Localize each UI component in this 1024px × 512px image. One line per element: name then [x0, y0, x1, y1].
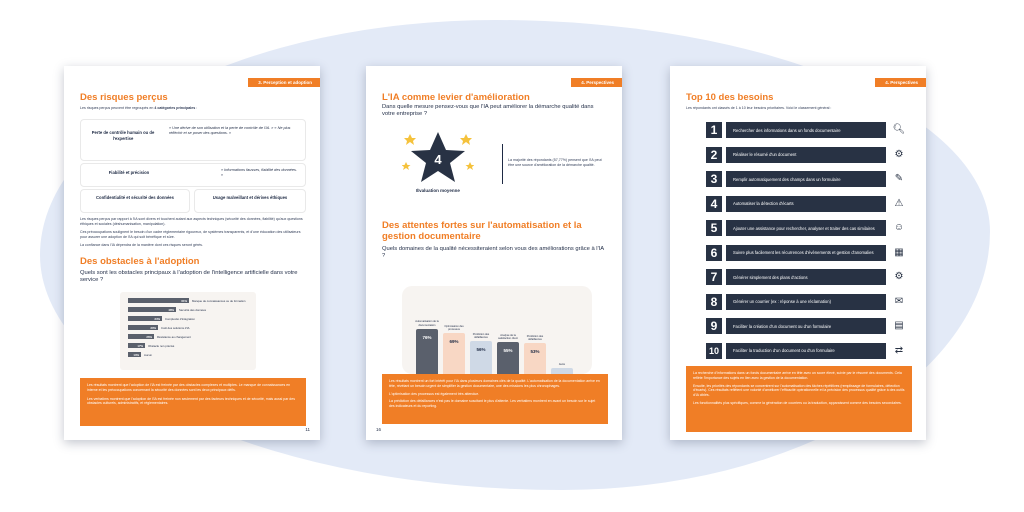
summary-text: L'optimisation des processus est également très attendue.	[389, 391, 480, 396]
bar-obstacle-3: 34%	[128, 316, 162, 321]
page-title: L'IA comme levier d'amélioration	[382, 92, 530, 103]
bar-obstacle-5: 26%	[128, 334, 154, 339]
need-icon: ✎︎	[894, 173, 904, 184]
rating-star	[402, 128, 474, 198]
summary-text: Les résultats montrent un fort intérêt pour l'IA dans plusieurs domaines clés de la qualité. L'automatisation de la documentation arrive en tête, révélant un besoin urgent de simplifier la gestion documentaire, une des missions les plus chronophages.	[389, 379, 600, 388]
bar-obstacle-2: 48%	[128, 307, 176, 312]
need-icon: ⚠︎	[894, 197, 904, 209]
need-icon: ⇄	[894, 344, 904, 356]
chart-category-label: Optimisation des processus	[444, 324, 464, 332]
bar-obstacle-6: 17%	[128, 343, 145, 348]
bar-label: Obstacle non précisé	[148, 344, 175, 348]
chart-data-label: 69%	[449, 339, 459, 345]
intro-text: Les risques perçus peuvent être regroupés en 4 catégories principales :	[80, 106, 198, 110]
chart-category-label: Prédiction des défaillances	[472, 332, 490, 340]
risk-label: Usage malveillant et dérives éthiques	[212, 195, 288, 200]
obstacles-chart	[120, 292, 256, 370]
paragraph: La confiance dans l'IA dépendra de la manière dont ces risques seront gérés.	[80, 243, 203, 247]
bar-label: Complexité d'intégration	[165, 317, 195, 321]
risk-card-2	[80, 163, 306, 187]
bar-label: Sécurité des données	[179, 308, 207, 312]
rank-number: 1	[706, 122, 722, 138]
chart-category-label: Prédiction des défaillances	[526, 334, 544, 341]
rank-number: 4	[706, 196, 722, 212]
summary-text: Les résultats montrent que l'adoption de l'IA est freinée par des obstacles complexes et multiples. Le manque de connaissances en interne et les préoccupations concernant la sécurité des données sont les deux principaux défis.	[87, 383, 291, 392]
risk-quote: « Une dérive de son utilisation et la perte de contrôle de l'IA. » « Ne plus réfléchir et se poser des questions. »	[169, 126, 291, 135]
bar-obstacle-7: 13%	[128, 352, 141, 357]
bar-label: Manque de connaissances ou de formation	[192, 299, 246, 303]
need-icon: ☺︎	[893, 222, 905, 233]
rating-value: 4	[434, 152, 442, 167]
page-number: 11	[305, 427, 310, 432]
need-icon: ▦	[894, 246, 904, 258]
section-tag: 4. Perspectives	[875, 78, 926, 87]
chart-data-label: 53%	[530, 349, 540, 355]
need-label: Automatiser la détection d'écarts	[726, 196, 886, 212]
rank-number: 5	[706, 220, 722, 236]
need-label: Suivre plus facilement les récurrences d'évènements et gestion d'anomalies	[726, 245, 886, 261]
rank-number: 6	[706, 245, 722, 261]
risk-card-4	[194, 189, 306, 213]
chart-category-label: Analyse de la satisfaction client	[498, 333, 518, 340]
rating-text: La majorité des répondants (57,77%) pensent que l'IA peut être une source d'amélioration de la démarche qualité.	[508, 158, 602, 167]
summary-box	[382, 374, 608, 424]
section-title: Des attentes fortes sur l'automatisation et la gestion documentaire	[382, 220, 582, 242]
bar-label: Coût des solutions d'IA	[161, 326, 190, 330]
bar-label: Résistance au changement	[157, 335, 191, 339]
section-tag: 3. Perception et adoption	[248, 78, 320, 87]
need-label: Générer simplement des plans d'actions	[726, 269, 886, 285]
paragraph: Ces préoccupations soulignent le besoin d'un cadre réglementaire rigoureux, de systèmes transparents, et d'une éducation des utilisateurs pour assurer une adoption de l'IA qui soit bénéfique et sûre.	[80, 230, 301, 239]
section-title: Des obstacles à l'adoption	[80, 256, 200, 267]
rank-number: 8	[706, 294, 722, 310]
risk-label: Perte de contrôle humain ou de l'expertise	[91, 130, 155, 141]
paragraph: Les risques perçus par rapport à l'IA sont divers et touchent autant aux aspects techniques (sécurité des données, fiabilité) qu'aux questions éthiques et sociales (déshumanisation, manipulation).	[80, 217, 303, 226]
need-label: Ajouter une assistance pour rechercher, analyser et traiter des cas similaires	[726, 220, 886, 236]
summary-text: La prédiction des défaillances n'est pas le domaine suscitant le plus d'attente. Les verbatims montrent en avant un besoin sur le sujet des indicateurs et du reporting.	[389, 399, 596, 409]
risk-label: Fiabilité et précision	[108, 170, 150, 175]
chart-data-label: 76%	[422, 334, 432, 340]
question: Quels domaines de la qualité nécessiteraient selon vous des améliorations grâce à l'IA ?	[382, 246, 604, 259]
chart-data-label: 55%	[503, 347, 513, 353]
summary-box	[686, 366, 912, 432]
divider	[502, 144, 503, 184]
risk-quote: « Informations fausses, fiabilité des données. »	[221, 168, 297, 177]
page-number: 16	[376, 427, 382, 432]
intro-text: Les répondants ont classés de 1 à 10 leur besoins prioritaires. Voici le classement général :	[686, 106, 832, 110]
need-icon: ⚙︎	[894, 148, 904, 160]
page-title: Des risques perçus	[80, 92, 168, 103]
bar-label: Aucun	[144, 353, 152, 357]
bar-obstacle-1: 61%	[128, 298, 189, 303]
need-icon: 🔍︎	[892, 124, 906, 135]
question: Dans quelle mesure pensez-vous que l'IA peut améliorer la démarche qualité dans votre entreprise ?	[382, 104, 594, 117]
brochure-page-16	[366, 66, 622, 440]
risk-card-3	[80, 189, 190, 213]
chart-bar	[524, 343, 546, 376]
bar-obstacle-4: 30%	[128, 325, 158, 330]
section-tag: 4. Perspectives	[571, 78, 622, 87]
need-label: Réaliser le résumé d'un document	[726, 147, 886, 163]
need-label: Faciliter la création d'un document ou d'un formulaire	[726, 318, 886, 334]
risk-label: Confidentialité et sécurité des données	[96, 195, 174, 200]
summary-text: La recherche d'informations dans un fonds documentaire arrive en tête avec un score élevé, suivie par le résumé des documents. Cela reflète l'importance des sujets en lien avec la gestion de la documentation.	[693, 371, 902, 380]
question: Quels sont les obstacles principaux à l'adoption de l'intelligence artificielle dans votre service ?	[80, 270, 298, 283]
need-icon: ▤	[894, 320, 904, 331]
need-label: Générer un courrier (ex : réponse à une réclamation)	[726, 294, 886, 310]
need-label: Remplir automatiquement des champs dans un formulaire	[726, 171, 886, 187]
need-label: Rechercher des informations dans un fonds documentaire	[726, 122, 886, 138]
rank-number: 7	[706, 269, 722, 285]
summary-text: Les verbatims montrent que l'adoption de l'IA est freinée non seulement par des facteurs techniques et de sécurité, mais aussi par des obstacles culturels, administratifs, et réglementaires.	[87, 396, 295, 406]
brochure-page-top10	[670, 66, 926, 440]
rank-number: 10	[706, 343, 722, 359]
rating-label: Évaluation moyenne	[416, 188, 460, 193]
summary-text: Les fonctionnalités plus spécifiques, comme la génération de courriers ou la traduction, apparaissent comme des besoins secondaires.	[693, 400, 902, 405]
need-label: Faciliter la traduction d'un document ou d'un formulaire	[726, 343, 886, 359]
chart-category-label: Automatisation de la documentation	[415, 320, 439, 327]
rank-number: 9	[706, 318, 722, 334]
chart-data-label: 56%	[476, 347, 486, 353]
rank-number: 3	[706, 171, 722, 187]
summary-text: Ensuite, les priorités des répondants se concentrent sur l'automatisation des tâches répétitives (remplissage de formulaires, détection d'écarts). Ces résultats reflètent une volonté d'améliorer l'efficacité opérationnelle et la précision des processus qualité grâce à des outils d'IA ciblés.	[693, 383, 905, 398]
risk-card-1	[80, 119, 306, 161]
chart-category-label: Autre	[558, 362, 566, 366]
need-icon: ✉︎	[894, 295, 904, 307]
page-title: Top 10 des besoins	[686, 92, 774, 103]
summary-box	[80, 378, 306, 426]
need-icon: ⚙︎	[894, 271, 904, 282]
domains-chart	[412, 296, 582, 376]
rank-number: 2	[706, 147, 722, 163]
brochure-page-11	[64, 66, 320, 440]
